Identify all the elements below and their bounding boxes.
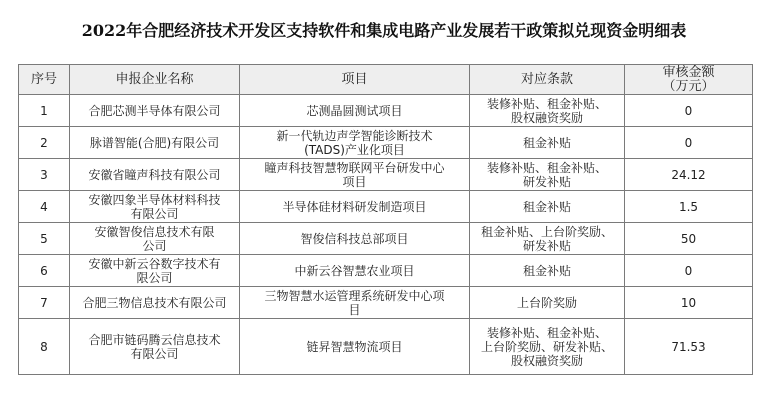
table-row bbox=[19, 255, 753, 287]
table-row bbox=[19, 223, 753, 255]
cell-project: 芯测晶圆测试项目 bbox=[240, 95, 470, 127]
table-row bbox=[19, 127, 753, 159]
cell-amount: 0 bbox=[625, 255, 753, 287]
cell-amount: 24.12 bbox=[625, 159, 753, 191]
cell-index: 7 bbox=[19, 287, 70, 319]
cell-clause: 上台阶奖励 bbox=[470, 287, 625, 319]
cell-company: 合肥市链码腾云信息技术 有限公司 bbox=[70, 319, 240, 375]
funding-detail-table bbox=[18, 64, 753, 375]
header-index: 序号 bbox=[19, 65, 70, 95]
cell-index: 1 bbox=[19, 95, 70, 127]
cell-company: 安徽中新云谷数字技术有 限公司 bbox=[70, 255, 240, 287]
cell-company: 合肥芯测半导体有限公司 bbox=[70, 95, 240, 127]
cell-index: 3 bbox=[19, 159, 70, 191]
cell-clause: 装修补贴、租金补贴、 研发补贴 bbox=[470, 159, 625, 191]
cell-clause: 装修补贴、租金补贴、 上台阶奖励、研发补贴、 股权融资奖励 bbox=[470, 319, 625, 375]
cell-project: 新一代轨边声学智能诊断技术 (TADS)产业化项目 bbox=[240, 127, 470, 159]
cell-company: 安徽智俊信息技术有限 公司 bbox=[70, 223, 240, 255]
table-row bbox=[19, 287, 753, 319]
page-title: 2022年合肥经济技术开发区支持软件和集成电路产业发展若干政策拟兑现资金明细表 bbox=[81, 20, 687, 40]
cell-project: 半导体硅材料研发制造项目 bbox=[240, 191, 470, 223]
cell-clause: 租金补贴 bbox=[470, 127, 625, 159]
cell-clause: 租金补贴、上台阶奖励、 研发补贴 bbox=[470, 223, 625, 255]
cell-index: 4 bbox=[19, 191, 70, 223]
cell-index: 5 bbox=[19, 223, 70, 255]
cell-company: 合肥三物信息技术有限公司 bbox=[70, 287, 240, 319]
header-company: 申报企业名称 bbox=[70, 65, 240, 95]
header-project: 项目 bbox=[240, 65, 470, 95]
cell-amount: 50 bbox=[625, 223, 753, 255]
cell-company: 脉谱智能(合肥)有限公司 bbox=[70, 127, 240, 159]
cell-index: 6 bbox=[19, 255, 70, 287]
cell-project: 链昇智慧物流项目 bbox=[240, 319, 470, 375]
cell-clause: 装修补贴、租金补贴、 股权融资奖励 bbox=[470, 95, 625, 127]
header-clause: 对应条款 bbox=[470, 65, 625, 95]
cell-amount: 0 bbox=[625, 127, 753, 159]
table-row bbox=[19, 159, 753, 191]
cell-company: 安徽省瞳声科技有限公司 bbox=[70, 159, 240, 191]
table-header-row bbox=[19, 65, 753, 95]
header-amount: 审核金额 （万元） bbox=[625, 65, 753, 95]
cell-index: 2 bbox=[19, 127, 70, 159]
cell-company: 安徽四象半导体材料科技 有限公司 bbox=[70, 191, 240, 223]
table-row bbox=[19, 191, 753, 223]
cell-clause: 租金补贴 bbox=[470, 191, 625, 223]
cell-amount: 0 bbox=[625, 95, 753, 127]
cell-amount: 10 bbox=[625, 287, 753, 319]
cell-index: 8 bbox=[19, 319, 70, 375]
cell-project: 三物智慧水运管理系统研发中心项 目 bbox=[240, 287, 470, 319]
cell-amount: 1.5 bbox=[625, 191, 753, 223]
cell-project: 智俊信科技总部项目 bbox=[240, 223, 470, 255]
cell-amount: 71.53 bbox=[625, 319, 753, 375]
table-row bbox=[19, 95, 753, 127]
cell-project: 瞳声科技智慧物联网平台研发中心 项目 bbox=[240, 159, 470, 191]
table-row bbox=[19, 319, 753, 375]
cell-project: 中新云谷智慧农业项目 bbox=[240, 255, 470, 287]
cell-clause: 租金补贴 bbox=[470, 255, 625, 287]
